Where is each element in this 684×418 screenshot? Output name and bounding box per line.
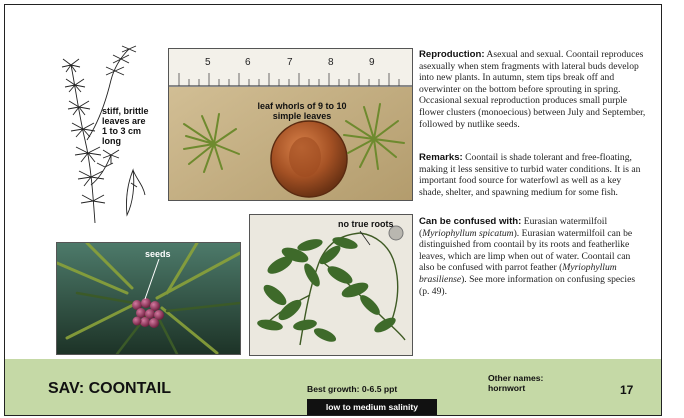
illustration-caption: stiff, brittle leaves are 1 to 3 cm long xyxy=(102,106,149,146)
best-growth: Best growth: 0-6.5 ppt xyxy=(307,384,398,394)
roots-photo xyxy=(249,214,413,356)
remarks-section xyxy=(419,152,647,198)
confused-section xyxy=(419,216,647,297)
remarks-heading: Remarks: xyxy=(419,152,463,163)
ruler-number: 6 xyxy=(245,57,251,68)
reproduction-heading: Reproduction: xyxy=(419,49,485,60)
no-true-roots-label: no true roots xyxy=(338,219,394,229)
leaf-whorls-label: leaf whorls of 9 to 10 simple leaves xyxy=(257,101,347,121)
reproduction-body: Asexual and sexual. Coontail reproduces asexually when stem fragments with lateral buds develop into new plants. In autumn, stem tips break off and overwinter on the bottom before sprouting in spring. Occasional sexual reproduction produces small purple flower clusters (monoecious) between July and September, followed by nutlike seeds. xyxy=(419,49,646,130)
confused-heading: Can be confused with: xyxy=(419,216,522,227)
confused-text-1: Eurasian watermilfoil ( xyxy=(419,216,608,239)
seeds-photo xyxy=(56,242,241,355)
seeds-label: seeds xyxy=(145,249,171,259)
confused-text-3: ). See more information on confusing species (p. 49). xyxy=(419,273,636,297)
reproduction-section xyxy=(419,49,647,130)
footer-band xyxy=(5,359,661,415)
salinity-badge: low to medium salinity xyxy=(307,399,437,415)
ruler-photo-image xyxy=(169,49,412,200)
ruler-number: 7 xyxy=(287,57,293,68)
confused-species-1: Myriophyllum spicatum xyxy=(422,227,514,239)
ruler-number: 9 xyxy=(369,57,375,68)
species-title: SAV: COONTAIL xyxy=(48,380,171,397)
ruler-photo xyxy=(168,48,413,201)
roots-photo-image xyxy=(250,215,412,355)
ruler-number: 5 xyxy=(205,57,211,68)
other-names xyxy=(488,373,543,393)
other-names-label: Other names: xyxy=(488,373,544,383)
seeds-photo-image xyxy=(57,243,240,354)
page-number: 17 xyxy=(620,383,634,397)
other-names-value: hornwort xyxy=(488,383,526,393)
confused-text-2: ). Eurasian watermilfoil can be distinguished from coontail by its roots and featherlike leaves, which are limp when out of water. Coontail can also be confused with parrot feather ( xyxy=(419,227,633,274)
field-guide-page xyxy=(4,4,662,416)
confused-species-2: Myriophyllum brasiliense xyxy=(419,262,617,285)
ruler-number: 8 xyxy=(328,57,334,68)
remarks-body: Coontail is shade tolerant and free-floating, making it less sensitive to turbid water conditions. It is an important food source for waterfowl as well as a key shade, shelter, and spawning medium for some fish. xyxy=(419,152,641,198)
